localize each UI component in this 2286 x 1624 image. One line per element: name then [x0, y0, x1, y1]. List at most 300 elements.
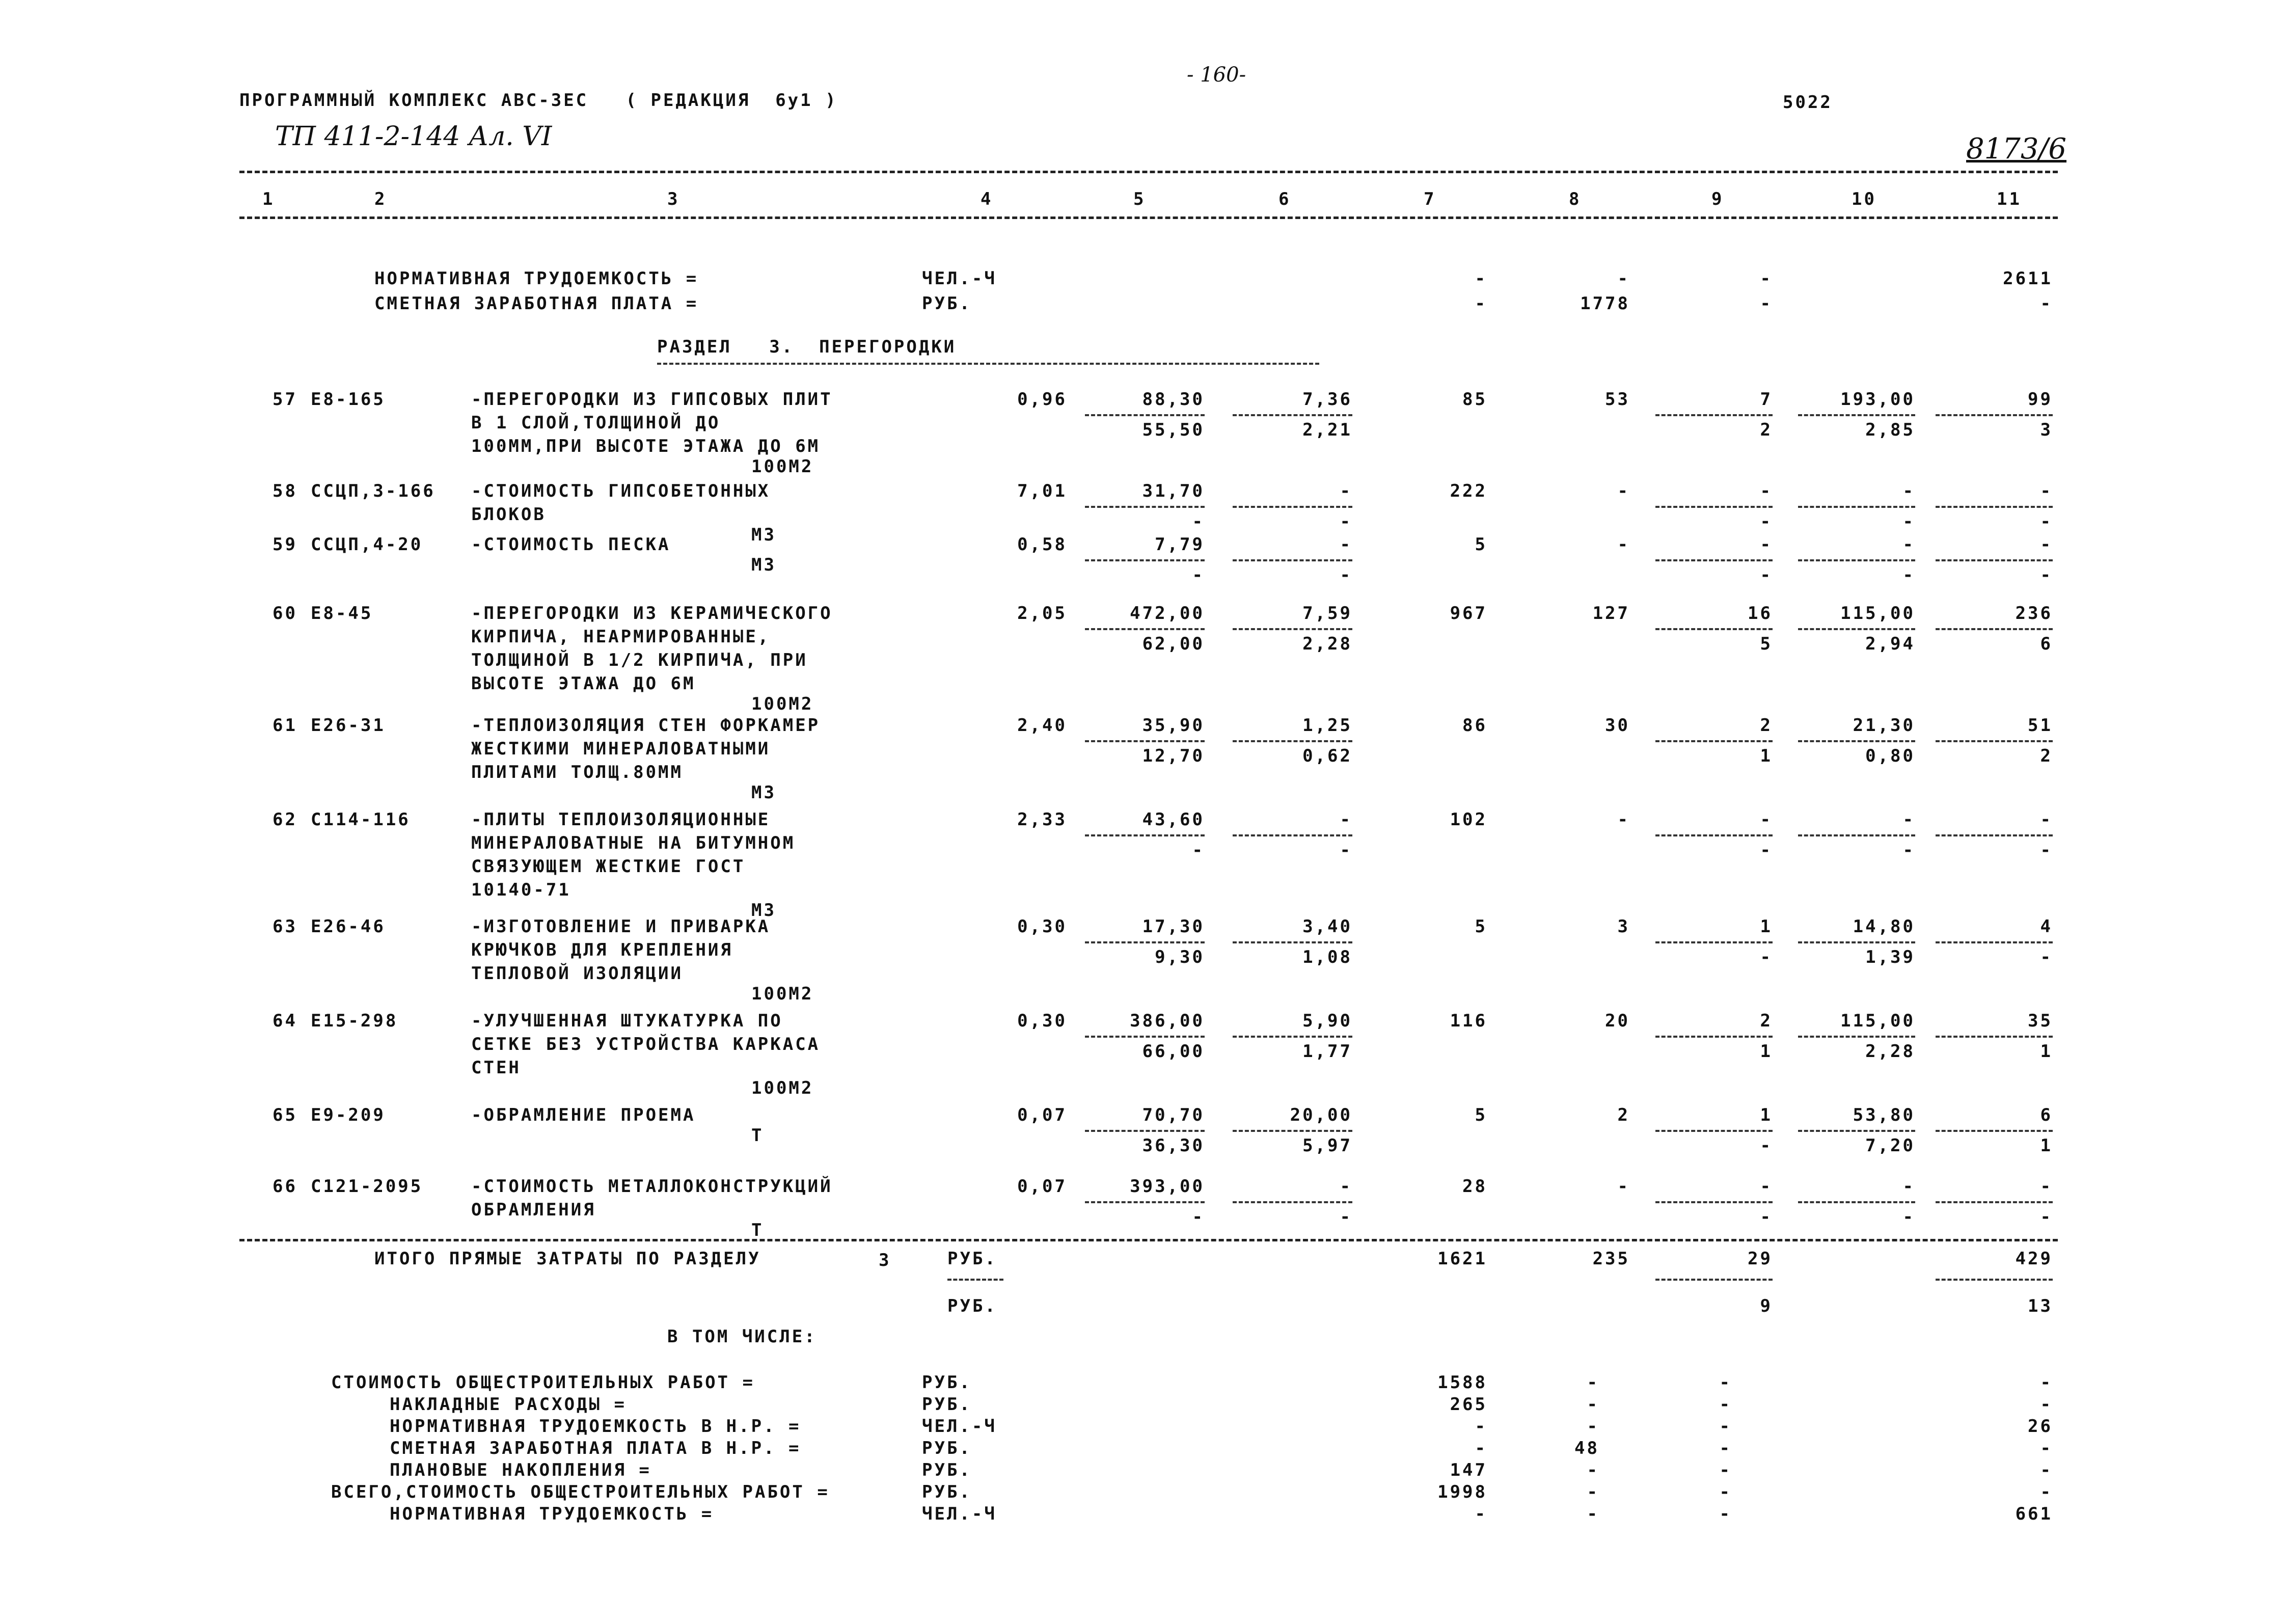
- summary-label: НОРМАТИВНАЯ ТРУДОЕМКОСТЬ =: [390, 1504, 714, 1524]
- totals-unit-secondary: РУБ.: [947, 1296, 997, 1316]
- item-code: С121-2095: [311, 1176, 423, 1197]
- item-quantity: 0,58: [1017, 534, 1067, 555]
- column-header-3: 3: [667, 189, 680, 209]
- item-c6: -: [1340, 481, 1352, 501]
- item-description-line: -СТОИМОСТЬ МЕТАЛЛОКОНСТРУКЦИЙ: [471, 1176, 833, 1197]
- item-c11: 35: [2028, 1011, 2053, 1031]
- item-c8: 127: [1592, 603, 1630, 624]
- item-c6: 1,25: [1302, 715, 1352, 736]
- summary-label: ПЛАНОВЫЕ НАКОПЛЕНИЯ =: [390, 1460, 651, 1480]
- item-c10-secondary: 0,80: [1865, 746, 1915, 766]
- summary-c9: -: [1719, 1504, 1732, 1524]
- item-c6-divider: [1233, 1130, 1352, 1132]
- summary-c8: -: [1587, 1394, 1599, 1415]
- item-c11: 4: [2040, 916, 2053, 937]
- totals-c8: 235: [1592, 1249, 1630, 1269]
- item-c6-divider: [1233, 1036, 1352, 1038]
- item-c7: 28: [1462, 1176, 1487, 1197]
- top-row-c7: -: [1475, 293, 1487, 314]
- item-unit: М3: [751, 900, 776, 921]
- item-c11-secondary: -: [2040, 1207, 2053, 1227]
- item-quantity: 0,07: [1017, 1176, 1067, 1197]
- top-row-c9: -: [1760, 268, 1773, 289]
- item-c11-secondary: -: [2040, 840, 2053, 860]
- item-c9-divider: [1655, 834, 1773, 836]
- summary-label: СМЕТНАЯ ЗАРАБОТНАЯ ПЛАТА В Н.Р. =: [390, 1438, 801, 1458]
- item-c5-divider: [1085, 559, 1205, 561]
- totals-c9: 29: [1748, 1249, 1773, 1269]
- item-c9-divider: [1655, 1201, 1773, 1203]
- item-c6-divider: [1233, 506, 1352, 508]
- item-description-line: -ОБРАМЛЕНИЕ ПРОЕМА: [471, 1105, 696, 1125]
- item-number: 58: [273, 481, 297, 501]
- top-row-c7: -: [1475, 268, 1487, 289]
- item-c11-secondary: 1: [2040, 1135, 2053, 1156]
- summary-c9: -: [1719, 1372, 1732, 1393]
- summary-c11: -: [2040, 1394, 2053, 1415]
- item-c5-secondary: 12,70: [1142, 746, 1205, 766]
- item-number: 59: [273, 534, 297, 555]
- item-c9-divider: [1655, 506, 1773, 508]
- item-c5: 7,79: [1155, 534, 1205, 555]
- top-row-c8: -: [1617, 268, 1630, 289]
- item-c7: 967: [1450, 603, 1487, 624]
- item-c5-divider: [1085, 506, 1205, 508]
- item-quantity: 7,01: [1017, 481, 1067, 501]
- item-c6-secondary: -: [1340, 1207, 1352, 1227]
- top-row-c11: 2611: [2003, 268, 2053, 289]
- item-c11-divider: [1936, 941, 2053, 943]
- item-c6-secondary: 1,08: [1302, 947, 1352, 967]
- item-c9-secondary: 5: [1760, 634, 1773, 654]
- item-c9: -: [1760, 809, 1773, 830]
- item-c10-secondary: 2,85: [1865, 420, 1915, 440]
- item-description-line: СЕТКЕ БЕЗ УСТРОЙСТВА КАРКАСА: [471, 1034, 821, 1054]
- item-unit: М3: [751, 555, 776, 575]
- item-c11-divider: [1936, 1130, 2053, 1132]
- item-c6-secondary: -: [1340, 840, 1352, 860]
- column-header-8: 8: [1569, 189, 1582, 209]
- summary-c7: -: [1475, 1504, 1487, 1524]
- item-c6: 3,40: [1302, 916, 1352, 937]
- item-description-line: ОБРАМЛЕНИЯ: [471, 1200, 596, 1220]
- item-c10-divider: [1798, 1130, 1915, 1132]
- item-c5-secondary: 9,30: [1155, 947, 1205, 967]
- top-row-c8: 1778: [1580, 293, 1630, 314]
- item-unit: М3: [751, 782, 776, 803]
- item-c9-secondary: -: [1760, 947, 1773, 967]
- item-c10-divider: [1798, 1201, 1915, 1203]
- item-quantity: 2,05: [1017, 603, 1067, 624]
- item-c8: -: [1617, 534, 1630, 555]
- item-c5-divider: [1085, 1036, 1205, 1038]
- item-c10: -: [1902, 534, 1915, 555]
- item-c10-secondary: 2,28: [1865, 1041, 1915, 1062]
- item-code: Е26-31: [311, 715, 386, 736]
- summary-unit: РУБ.: [922, 1460, 972, 1480]
- summary-c9: -: [1719, 1438, 1732, 1458]
- item-c11: -: [2040, 481, 2053, 501]
- summary-unit: РУБ.: [922, 1372, 972, 1393]
- item-c7: 5: [1475, 534, 1487, 555]
- item-c9: 2: [1760, 715, 1773, 736]
- totals-c9-divider: [1655, 1279, 1773, 1281]
- column-header-4: 4: [981, 189, 993, 209]
- item-c11-divider: [1936, 1036, 2053, 1038]
- summary-unit: РУБ.: [922, 1482, 972, 1502]
- project-code: ТП 411-2-144 Ал. VI: [275, 121, 552, 152]
- column-header-2: 2: [374, 189, 387, 209]
- item-description-line: -ПЕРЕГОРОДКИ ИЗ КЕРАМИЧЕСКОГО: [471, 603, 833, 624]
- item-c7: 102: [1450, 809, 1487, 830]
- item-c5: 88,30: [1142, 389, 1205, 410]
- item-c10: 53,80: [1853, 1105, 1915, 1125]
- item-c9-divider: [1655, 559, 1773, 561]
- item-c9-secondary: 2: [1760, 420, 1773, 440]
- item-c5-secondary: -: [1192, 840, 1205, 860]
- item-c10: 115,00: [1840, 1011, 1915, 1031]
- header-rule-top: [239, 171, 2058, 173]
- item-code: Е8-165: [311, 389, 386, 410]
- item-c10-divider: [1798, 740, 1915, 742]
- item-c6-divider: [1233, 834, 1352, 836]
- including-title: В ТОМ ЧИСЛЕ:: [667, 1327, 817, 1347]
- item-description-line: ТОЛЩИНОЙ В 1/2 КИРПИЧА, ПРИ: [471, 650, 808, 670]
- item-c6-divider: [1233, 941, 1352, 943]
- item-c9-divider: [1655, 414, 1773, 416]
- column-header-5: 5: [1133, 189, 1146, 209]
- totals-rule: [239, 1239, 2058, 1241]
- summary-c8: -: [1587, 1372, 1599, 1393]
- item-c10-secondary: -: [1902, 565, 1915, 585]
- item-c9: 1: [1760, 1105, 1773, 1125]
- item-c5: 43,60: [1142, 809, 1205, 830]
- item-c6-divider: [1233, 414, 1352, 416]
- item-c8: 20: [1605, 1011, 1630, 1031]
- totals-c11-secondary: 13: [2028, 1296, 2053, 1316]
- item-c8: 53: [1605, 389, 1630, 410]
- summary-label: СТОИМОСТЬ ОБЩЕСТРОИТЕЛЬНЫХ РАБОТ =: [331, 1372, 755, 1393]
- item-description-line: -ИЗГОТОВЛЕНИЕ И ПРИВАРКА: [471, 916, 771, 937]
- item-c10: -: [1902, 809, 1915, 830]
- item-c7: 86: [1462, 715, 1487, 736]
- item-c11-secondary: -: [2040, 947, 2053, 967]
- summary-c7: -: [1475, 1416, 1487, 1437]
- summary-label: НАКЛАДНЫЕ РАСХОДЫ =: [390, 1394, 627, 1415]
- column-header-7: 7: [1424, 189, 1436, 209]
- item-c6: 5,90: [1302, 1011, 1352, 1031]
- item-description-line: БЛОКОВ: [471, 504, 546, 525]
- item-c9: 2: [1760, 1011, 1773, 1031]
- item-c9-secondary: -: [1760, 511, 1773, 532]
- summary-unit: ЧЕЛ.-Ч: [922, 1416, 997, 1437]
- item-c11-secondary: 6: [2040, 634, 2053, 654]
- item-c6-divider: [1233, 628, 1352, 630]
- item-c10: 14,80: [1853, 916, 1915, 937]
- summary-c8: -: [1587, 1416, 1599, 1437]
- item-c9-secondary: -: [1760, 840, 1773, 860]
- summary-c9: -: [1719, 1394, 1732, 1415]
- item-description-line: -ПЛИТЫ ТЕПЛОИЗОЛЯЦИОННЫЕ: [471, 809, 771, 830]
- item-code: Е8-45: [311, 603, 373, 624]
- item-c11-secondary: 2: [2040, 746, 2053, 766]
- item-number: 57: [273, 389, 297, 410]
- item-c9: -: [1760, 534, 1773, 555]
- item-c9-divider: [1655, 1130, 1773, 1132]
- totals-c11-divider: [1936, 1279, 2053, 1281]
- item-number: 66: [273, 1176, 297, 1197]
- item-c11-divider: [1936, 559, 2053, 561]
- item-c5: 472,00: [1130, 603, 1205, 624]
- item-c5: 70,70: [1142, 1105, 1205, 1125]
- summary-label: НОРМАТИВНАЯ ТРУДОЕМКОСТЬ В Н.Р. =: [390, 1416, 801, 1437]
- item-c10: -: [1902, 481, 1915, 501]
- column-header-11: 11: [1997, 189, 2022, 209]
- summary-c11: 661: [2015, 1504, 2053, 1524]
- item-unit: М3: [751, 525, 776, 545]
- totals-section-number: 3: [879, 1250, 891, 1270]
- item-c5-secondary: 55,50: [1142, 420, 1205, 440]
- item-c5: 17,30: [1142, 916, 1205, 937]
- item-c5-divider: [1085, 941, 1205, 943]
- item-c5: 31,70: [1142, 481, 1205, 501]
- totals-unit: РУБ.: [947, 1249, 997, 1269]
- item-number: 65: [273, 1105, 297, 1125]
- item-c9: -: [1760, 481, 1773, 501]
- totals-unit-divider: [947, 1279, 1003, 1281]
- item-c11-divider: [1936, 1201, 2053, 1203]
- item-c5-divider: [1085, 1201, 1205, 1203]
- item-number: 63: [273, 916, 297, 937]
- summary-c7: 147: [1450, 1460, 1487, 1480]
- item-description-line: МИНЕРАЛОВАТНЫЕ НА БИТУМНОМ: [471, 833, 796, 853]
- item-description-line: 10140-71: [471, 880, 571, 900]
- item-c10: 193,00: [1840, 389, 1915, 410]
- item-description-line: 100ММ,ПРИ ВЫСОТЕ ЭТАЖА ДО 6М: [471, 436, 821, 456]
- item-c5-secondary: 66,00: [1142, 1041, 1205, 1062]
- top-row-c9: -: [1760, 293, 1773, 314]
- item-c6: -: [1340, 1176, 1352, 1197]
- top-row-unit: ЧЕЛ.-Ч: [922, 268, 997, 289]
- item-c5: 393,00: [1130, 1176, 1205, 1197]
- sheet-number: 5022: [1783, 92, 1833, 113]
- item-c5-divider: [1085, 1130, 1205, 1132]
- item-quantity: 0,30: [1017, 1011, 1067, 1031]
- item-unit: Т: [751, 1220, 764, 1240]
- summary-c8: 48: [1574, 1438, 1599, 1458]
- item-c10-secondary: 2,94: [1865, 634, 1915, 654]
- item-c9-divider: [1655, 1036, 1773, 1038]
- item-unit: Т: [751, 1125, 764, 1146]
- item-description-line: СВЯЗУЮЩЕМ ЖЕСТКИЕ ГОСТ: [471, 856, 746, 877]
- program-title: ПРОГРАММНЫЙ КОМПЛЕКС АВС-3ЕС ( РЕДАКЦИЯ 6у1 ): [239, 90, 838, 111]
- item-c6-secondary: 0,62: [1302, 746, 1352, 766]
- item-c10-divider: [1798, 506, 1915, 508]
- page-number: - 160-: [1187, 63, 1246, 87]
- item-c11-divider: [1936, 834, 2053, 836]
- item-c8: 3: [1617, 916, 1630, 937]
- item-c9: 7: [1760, 389, 1773, 410]
- header-rule-bottom: [239, 216, 2058, 219]
- item-quantity: 0,07: [1017, 1105, 1067, 1125]
- item-quantity: 0,30: [1017, 916, 1067, 937]
- item-c9: -: [1760, 1176, 1773, 1197]
- item-unit: 100М2: [751, 456, 814, 477]
- item-description-line: В 1 СЛОЙ,ТОЛЩИНОЙ ДО: [471, 413, 721, 433]
- summary-c11: -: [2040, 1438, 2053, 1458]
- item-description-line: КИРПИЧА, НЕАРМИРОВАННЫЕ,: [471, 627, 771, 647]
- item-description-line: -ПЕРЕГОРОДКИ ИЗ ГИПСОВЫХ ПЛИТ: [471, 389, 833, 410]
- item-code: Е26-46: [311, 916, 386, 937]
- item-code: Е15-298: [311, 1011, 398, 1031]
- summary-label: ВСЕГО,СТОИМОСТЬ ОБЩЕСТРОИТЕЛЬНЫХ РАБОТ =: [331, 1482, 830, 1502]
- item-c5: 386,00: [1130, 1011, 1205, 1031]
- summary-c7: 1998: [1437, 1482, 1487, 1502]
- item-c10: -: [1902, 1176, 1915, 1197]
- item-c10-divider: [1798, 559, 1915, 561]
- item-c11: 99: [2028, 389, 2053, 410]
- summary-unit: РУБ.: [922, 1394, 972, 1415]
- item-c6-divider: [1233, 740, 1352, 742]
- section-title: РАЗДЕЛ 3. ПЕРЕГОРОДКИ: [657, 337, 957, 357]
- item-c5-divider: [1085, 740, 1205, 742]
- item-c10-secondary: -: [1902, 840, 1915, 860]
- item-c10-divider: [1798, 941, 1915, 943]
- item-c5-divider: [1085, 834, 1205, 836]
- item-c11-secondary: -: [2040, 511, 2053, 532]
- summary-c11: -: [2040, 1460, 2053, 1480]
- item-c6-secondary: 5,97: [1302, 1135, 1352, 1156]
- item-c10: 115,00: [1840, 603, 1915, 624]
- item-c7: 85: [1462, 389, 1487, 410]
- item-c6: 7,59: [1302, 603, 1352, 624]
- item-description-line: -СТОИМОСТЬ ГИПСОБЕТОННЫХ: [471, 481, 771, 501]
- item-c9: 1: [1760, 916, 1773, 937]
- item-c11-secondary: -: [2040, 565, 2053, 585]
- summary-c9: -: [1719, 1482, 1732, 1502]
- item-c6-secondary: -: [1340, 565, 1352, 585]
- item-c5-secondary: 62,00: [1142, 634, 1205, 654]
- item-c11-divider: [1936, 740, 2053, 742]
- top-row-c11: -: [2040, 293, 2053, 314]
- item-description-line: СТЕН: [471, 1058, 521, 1078]
- summary-c8: -: [1587, 1460, 1599, 1480]
- section-title-underline: [657, 363, 1319, 365]
- item-quantity: 2,33: [1017, 809, 1067, 830]
- item-c6: 20,00: [1290, 1105, 1352, 1125]
- item-c5-secondary: -: [1192, 1207, 1205, 1227]
- totals-c7: 1621: [1437, 1249, 1487, 1269]
- item-c10-secondary: 7,20: [1865, 1135, 1915, 1156]
- document-number: 8173/6: [1966, 132, 2067, 166]
- summary-c11: 26: [2028, 1416, 2053, 1437]
- item-c7: 5: [1475, 1105, 1487, 1125]
- item-c11-divider: [1936, 628, 2053, 630]
- item-c6-divider: [1233, 1201, 1352, 1203]
- item-description-line: ТЕПЛОВОЙ ИЗОЛЯЦИИ: [471, 963, 683, 984]
- summary-c7: 265: [1450, 1394, 1487, 1415]
- item-c7: 222: [1450, 481, 1487, 501]
- item-number: 64: [273, 1011, 297, 1031]
- item-c7: 116: [1450, 1011, 1487, 1031]
- item-number: 61: [273, 715, 297, 736]
- item-number: 62: [273, 809, 297, 830]
- column-header-10: 10: [1852, 189, 1876, 209]
- column-header-1: 1: [262, 189, 275, 209]
- totals-label: ИТОГО ПРЯМЫЕ ЗАТРАТЫ ПО РАЗДЕЛУ: [374, 1249, 761, 1269]
- item-code: Е9-209: [311, 1105, 386, 1125]
- item-description-line: -ТЕПЛОИЗОЛЯЦИЯ СТЕН ФОРКАМЕР: [471, 715, 821, 736]
- item-number: 60: [273, 603, 297, 624]
- summary-c11: -: [2040, 1482, 2053, 1502]
- item-c11: -: [2040, 809, 2053, 830]
- item-c10-divider: [1798, 834, 1915, 836]
- item-c6: -: [1340, 809, 1352, 830]
- top-row-unit: РУБ.: [922, 293, 972, 314]
- item-c11-secondary: 1: [2040, 1041, 2053, 1062]
- item-c5-divider: [1085, 414, 1205, 416]
- item-c11-divider: [1936, 414, 2053, 416]
- item-c5-secondary: -: [1192, 565, 1205, 585]
- item-description-line: -УЛУЧШЕННАЯ ШТУКАТУРКА ПО: [471, 1011, 783, 1031]
- item-c7: 5: [1475, 916, 1487, 937]
- item-description-line: ПЛИТАМИ ТОЛЩ.80ММ: [471, 762, 683, 782]
- item-description-line: -СТОИМОСТЬ ПЕСКА: [471, 534, 671, 555]
- item-unit: 100М2: [751, 1078, 814, 1098]
- item-quantity: 0,96: [1017, 389, 1067, 410]
- item-c11: 236: [2015, 603, 2053, 624]
- item-c10: 21,30: [1853, 715, 1915, 736]
- item-c6-secondary: 1,77: [1302, 1041, 1352, 1062]
- item-c5-secondary: 36,30: [1142, 1135, 1205, 1156]
- item-c10-divider: [1798, 1036, 1915, 1038]
- item-c9-secondary: -: [1760, 1207, 1773, 1227]
- item-c9-divider: [1655, 628, 1773, 630]
- item-code: ССЦП,4-20: [311, 534, 423, 555]
- item-c11: -: [2040, 1176, 2053, 1197]
- item-c6-divider: [1233, 559, 1352, 561]
- top-row-label: НОРМАТИВНАЯ ТРУДОЕМКОСТЬ =: [374, 268, 699, 289]
- totals-c11: 429: [2015, 1249, 2053, 1269]
- item-c8: 2: [1617, 1105, 1630, 1125]
- item-unit: 100М2: [751, 694, 814, 714]
- item-unit: 100М2: [751, 984, 814, 1004]
- item-c6-secondary: 2,21: [1302, 420, 1352, 440]
- item-c6-secondary: 2,28: [1302, 634, 1352, 654]
- item-c9: 16: [1748, 603, 1773, 624]
- summary-c9: -: [1719, 1460, 1732, 1480]
- summary-unit: РУБ.: [922, 1438, 972, 1458]
- summary-c7: 1588: [1437, 1372, 1487, 1393]
- summary-c7: -: [1475, 1438, 1487, 1458]
- item-code: ССЦП,3-166: [311, 481, 436, 501]
- item-description-line: КРЮЧКОВ ДЛЯ КРЕПЛЕНИЯ: [471, 940, 733, 960]
- summary-c9: -: [1719, 1416, 1732, 1437]
- item-quantity: 2,40: [1017, 715, 1067, 736]
- item-c10-secondary: -: [1902, 511, 1915, 532]
- item-description-line: ВЫСОТЕ ЭТАЖА ДО 6М: [471, 673, 696, 694]
- item-c11-divider: [1936, 506, 2053, 508]
- item-c11: 6: [2040, 1105, 2053, 1125]
- item-c8: -: [1617, 481, 1630, 501]
- column-header-9: 9: [1711, 189, 1724, 209]
- summary-unit: ЧЕЛ.-Ч: [922, 1504, 997, 1524]
- item-c8: -: [1617, 809, 1630, 830]
- item-c5-secondary: -: [1192, 511, 1205, 532]
- summary-c8: -: [1587, 1482, 1599, 1502]
- item-c9-secondary: 1: [1760, 746, 1773, 766]
- item-c10-divider: [1798, 628, 1915, 630]
